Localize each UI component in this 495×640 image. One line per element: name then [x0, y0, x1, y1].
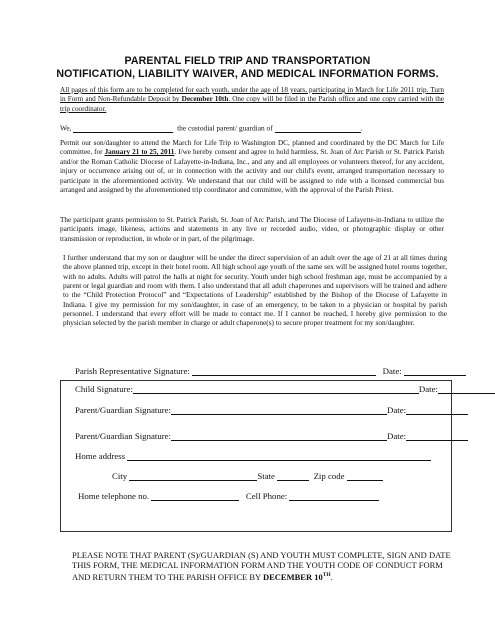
date-label: Date: [387, 405, 407, 415]
state-blank[interactable] [277, 471, 309, 481]
return-notice [72, 550, 452, 582]
parent2-signature-row [75, 431, 468, 441]
we-line-period: . [360, 123, 363, 133]
parent-name-blank[interactable] [73, 123, 173, 133]
child-name-blank[interactable] [275, 123, 361, 133]
home-address-blank[interactable] [127, 451, 431, 461]
zip-blank[interactable] [347, 471, 383, 481]
home-phone-label: Home telephone no. [78, 491, 150, 501]
parish-rep-row [75, 366, 466, 376]
notice-deadline-suffix: TH [322, 572, 331, 579]
child-signature-label: Child Signature: [75, 384, 133, 394]
parish-rep-signature-blank[interactable] [192, 366, 376, 376]
city-blank[interactable] [129, 471, 257, 481]
date-label: Date: [387, 431, 407, 441]
parent2-date-blank[interactable] [406, 431, 468, 441]
permit-paragraph [60, 139, 444, 195]
city-state-zip-row [112, 471, 383, 481]
form-title-line-2: NOTIFICATION, LIABILITY WAIVER, AND MEDICAL INFORMATION FORMS. [56, 68, 439, 80]
parish-rep-date-blank[interactable] [404, 366, 466, 376]
date-label: Date: [382, 366, 402, 376]
parent2-signature-label: Parent/Guardian Signature: [75, 431, 172, 441]
form-title-line-1: PARENTAL FIELD TRIP AND TRANSPORTATION [124, 55, 371, 67]
custodial-label: the custodial parent/ guardian of [177, 123, 273, 133]
intro-text-end: . One copy will be filed in the Parish office and one copy carried with the trip coordinator. [60, 95, 444, 113]
city-label: City [112, 471, 128, 481]
home-address-row [75, 451, 431, 461]
notice-text: PLEASE NOTE THAT PARENT (S)/GUARDIAN (S) AND YOUTH MUST COMPLETE, SIGN AND DATE THIS FORM, THE MEDICAL INFORMATION FORM AND THE YOUTH CODE OF CONDUCT FORM AND RETURN THEM TO THE PARISH OFFICE BY [72, 550, 451, 583]
notice-deadline: DECEMBER 10 [262, 572, 323, 583]
state-label: State [257, 471, 275, 481]
parent1-signature-blank[interactable] [171, 405, 387, 415]
permit-text-end: . I/we hereby consent and agree to hold harmless, St. Joan of Arc Parish or St. Patrick Parish and/or the Roman Catholic Diocese of Lafayette-in-Indiana, Inc., and any and all employees or volunteers thereof, for any accident, injury or occurrence arising out of, or in connection with the activity and our child's event, arranged transportation necessary to participate in the aforementioned activity. We understand that our child will be assigned to ride with a licensed commercial bus arranged and assigned by the aforementioned trip coordinator and committee, with the approval of the Parish Priest. [60, 148, 444, 195]
intro-deadline: December 10th [181, 95, 229, 104]
we-label: We, [60, 123, 72, 133]
cell-phone-blank[interactable] [289, 491, 379, 501]
trip-dates: January 21 to 25, 2011 [104, 148, 175, 157]
child-signature-row [75, 384, 495, 394]
parent1-date-blank[interactable] [406, 405, 468, 415]
intro-text: All pages of this form are to be completed for each youth, under the age of 18 years, participating in March for Life 2011 trip. Turn in Form and Non-Refundable Deposit by [60, 86, 444, 104]
intro-paragraph [60, 86, 444, 114]
cell-phone-label: Cell Phone: [245, 491, 288, 501]
parent1-signature-label: Parent/Guardian Signature: [75, 405, 172, 415]
we-line [60, 123, 444, 133]
date-label: Date: [418, 384, 438, 394]
phone-row [78, 491, 379, 501]
zip-label: Zip code [313, 471, 345, 481]
permit-text: Permit our son/daughter to attend the March for Life Trip to Washington DC, planned and coordinated by the DC March for Life committee, for [60, 139, 444, 157]
parish-rep-label: Parish Representative Signature: [75, 366, 190, 376]
child-date-blank[interactable] [438, 384, 495, 394]
media-grant-paragraph: The participant grants permission to St. Patrick Parish, St. Joan of Arc Parish, and The Diocese of Lafayette-in-Indiana to utilize the participants image, likeness, actions and statements in any live or recorded audio, video, or photographic display or other transmission or reproduction, in whole or in part, of the pilgrimage. [60, 216, 444, 243]
home-address-label: Home address [75, 451, 126, 461]
parent2-signature-blank[interactable] [171, 431, 387, 441]
notice-period: . [330, 572, 333, 583]
home-phone-blank[interactable] [151, 491, 239, 501]
child-signature-blank[interactable] [133, 384, 419, 394]
supervision-paragraph: I further understand that my son or daughter will be under the direct supervision of an adult over the age of 21 at all times during the above planned trip, except in their hotel room. All high school age youth of the same sex will be assigned hotel rooms together, with no adults. Adults will patrol the halls at night for security. Youth under high school freshman age, must be accompanied by a parent or legal guardian and room with them. I also understand that all adult chaperones and supervisors will be trained and adhere to the “Child Protection Protocol” and “Expectations of Leadership” established by the Bishop of the Diocese of Lafayette in Indiana. I give my permission for my son/daughter, in case of an emergency, to be taken to a physician or hospital by parish personnel. I understand that every effort will be made to contact me. If I cannot be reached, I hereby give permission to the physician selected by the parish member in charge or adult chaperone(s) to secure proper treatment for my son/daughter. [63, 253, 447, 328]
parent1-signature-row [75, 405, 468, 415]
